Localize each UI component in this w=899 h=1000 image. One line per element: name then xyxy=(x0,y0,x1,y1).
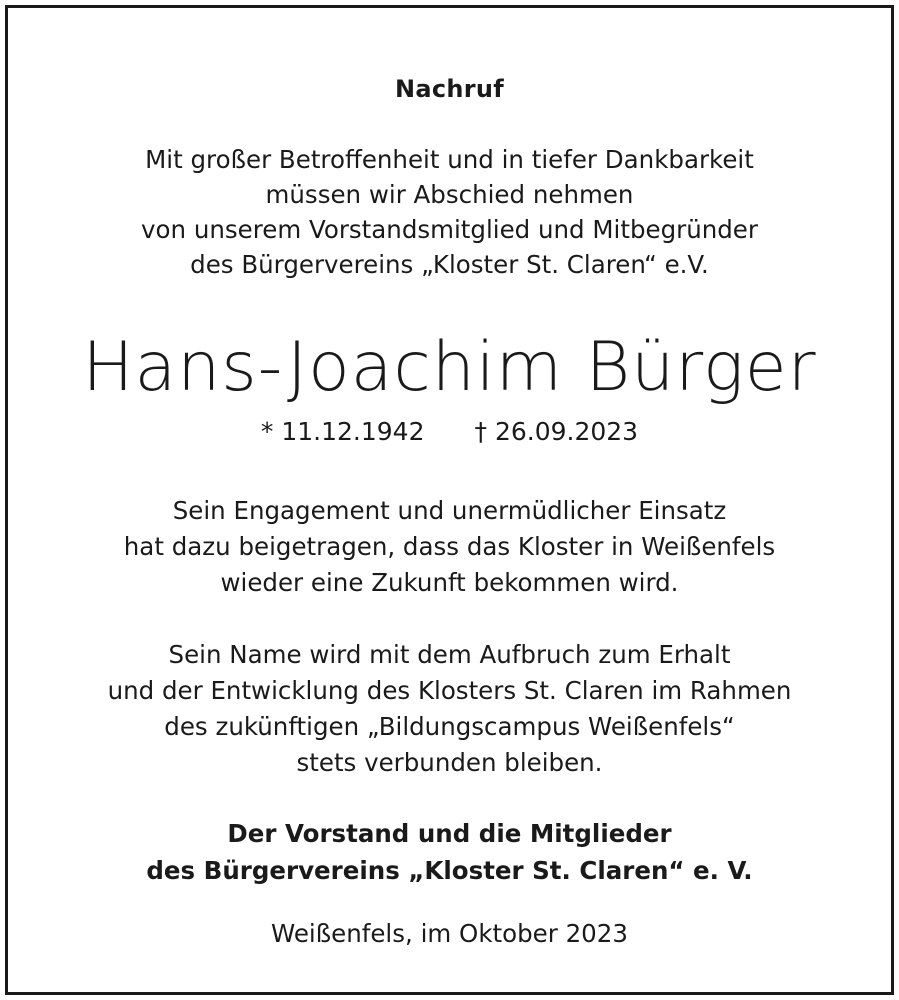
deceased-name: Hans-Joachim Bürger xyxy=(82,328,817,407)
tribute-line: Sein Name wird mit dem Aufbruch zum Erhalt xyxy=(168,640,731,669)
birth-date: * 11.12.1942 xyxy=(260,417,425,446)
tribute-line: und der Entwicklung des Klosters St. Claren im Rahmen xyxy=(107,676,792,705)
intro-text xyxy=(5,142,894,282)
tribute-line: Sein Engagement und unermüdlicher Einsatz xyxy=(172,496,727,525)
tribute-line: des zukünftigen „Bildungscampus Weißenfels“ xyxy=(164,712,735,741)
tribute-line: stets verbunden bleiben. xyxy=(296,748,603,777)
place-and-date: Weißenfels, im Oktober 2023 xyxy=(271,919,628,948)
intro-line: müssen wir Abschied nehmen xyxy=(265,180,634,209)
tribute-line: hat dazu beigetragen, dass das Kloster in Weißenfels xyxy=(123,532,776,561)
signature-block xyxy=(5,815,894,889)
tribute-paragraph-2 xyxy=(5,637,894,781)
notice-heading: Nachruf xyxy=(394,75,505,103)
intro-line: Mit großer Betroffenheit und in tiefer Dankbarkeit xyxy=(145,145,754,174)
tribute-line: wieder eine Zukunft bekommen wird. xyxy=(220,568,679,597)
signature-line: Der Vorstand und die Mitglieder xyxy=(227,819,672,848)
signature-line: des Bürgervereins „Kloster St. Claren“ e. V. xyxy=(146,856,753,885)
intro-line: des Bürgervereins „Kloster St. Claren“ e.V. xyxy=(190,250,709,279)
life-dates xyxy=(5,417,894,446)
death-date: † 26.09.2023 xyxy=(474,417,639,446)
tribute-paragraph-1 xyxy=(5,493,894,601)
intro-line: von unserem Vorstandsmitglied und Mitbegründer xyxy=(141,215,758,244)
